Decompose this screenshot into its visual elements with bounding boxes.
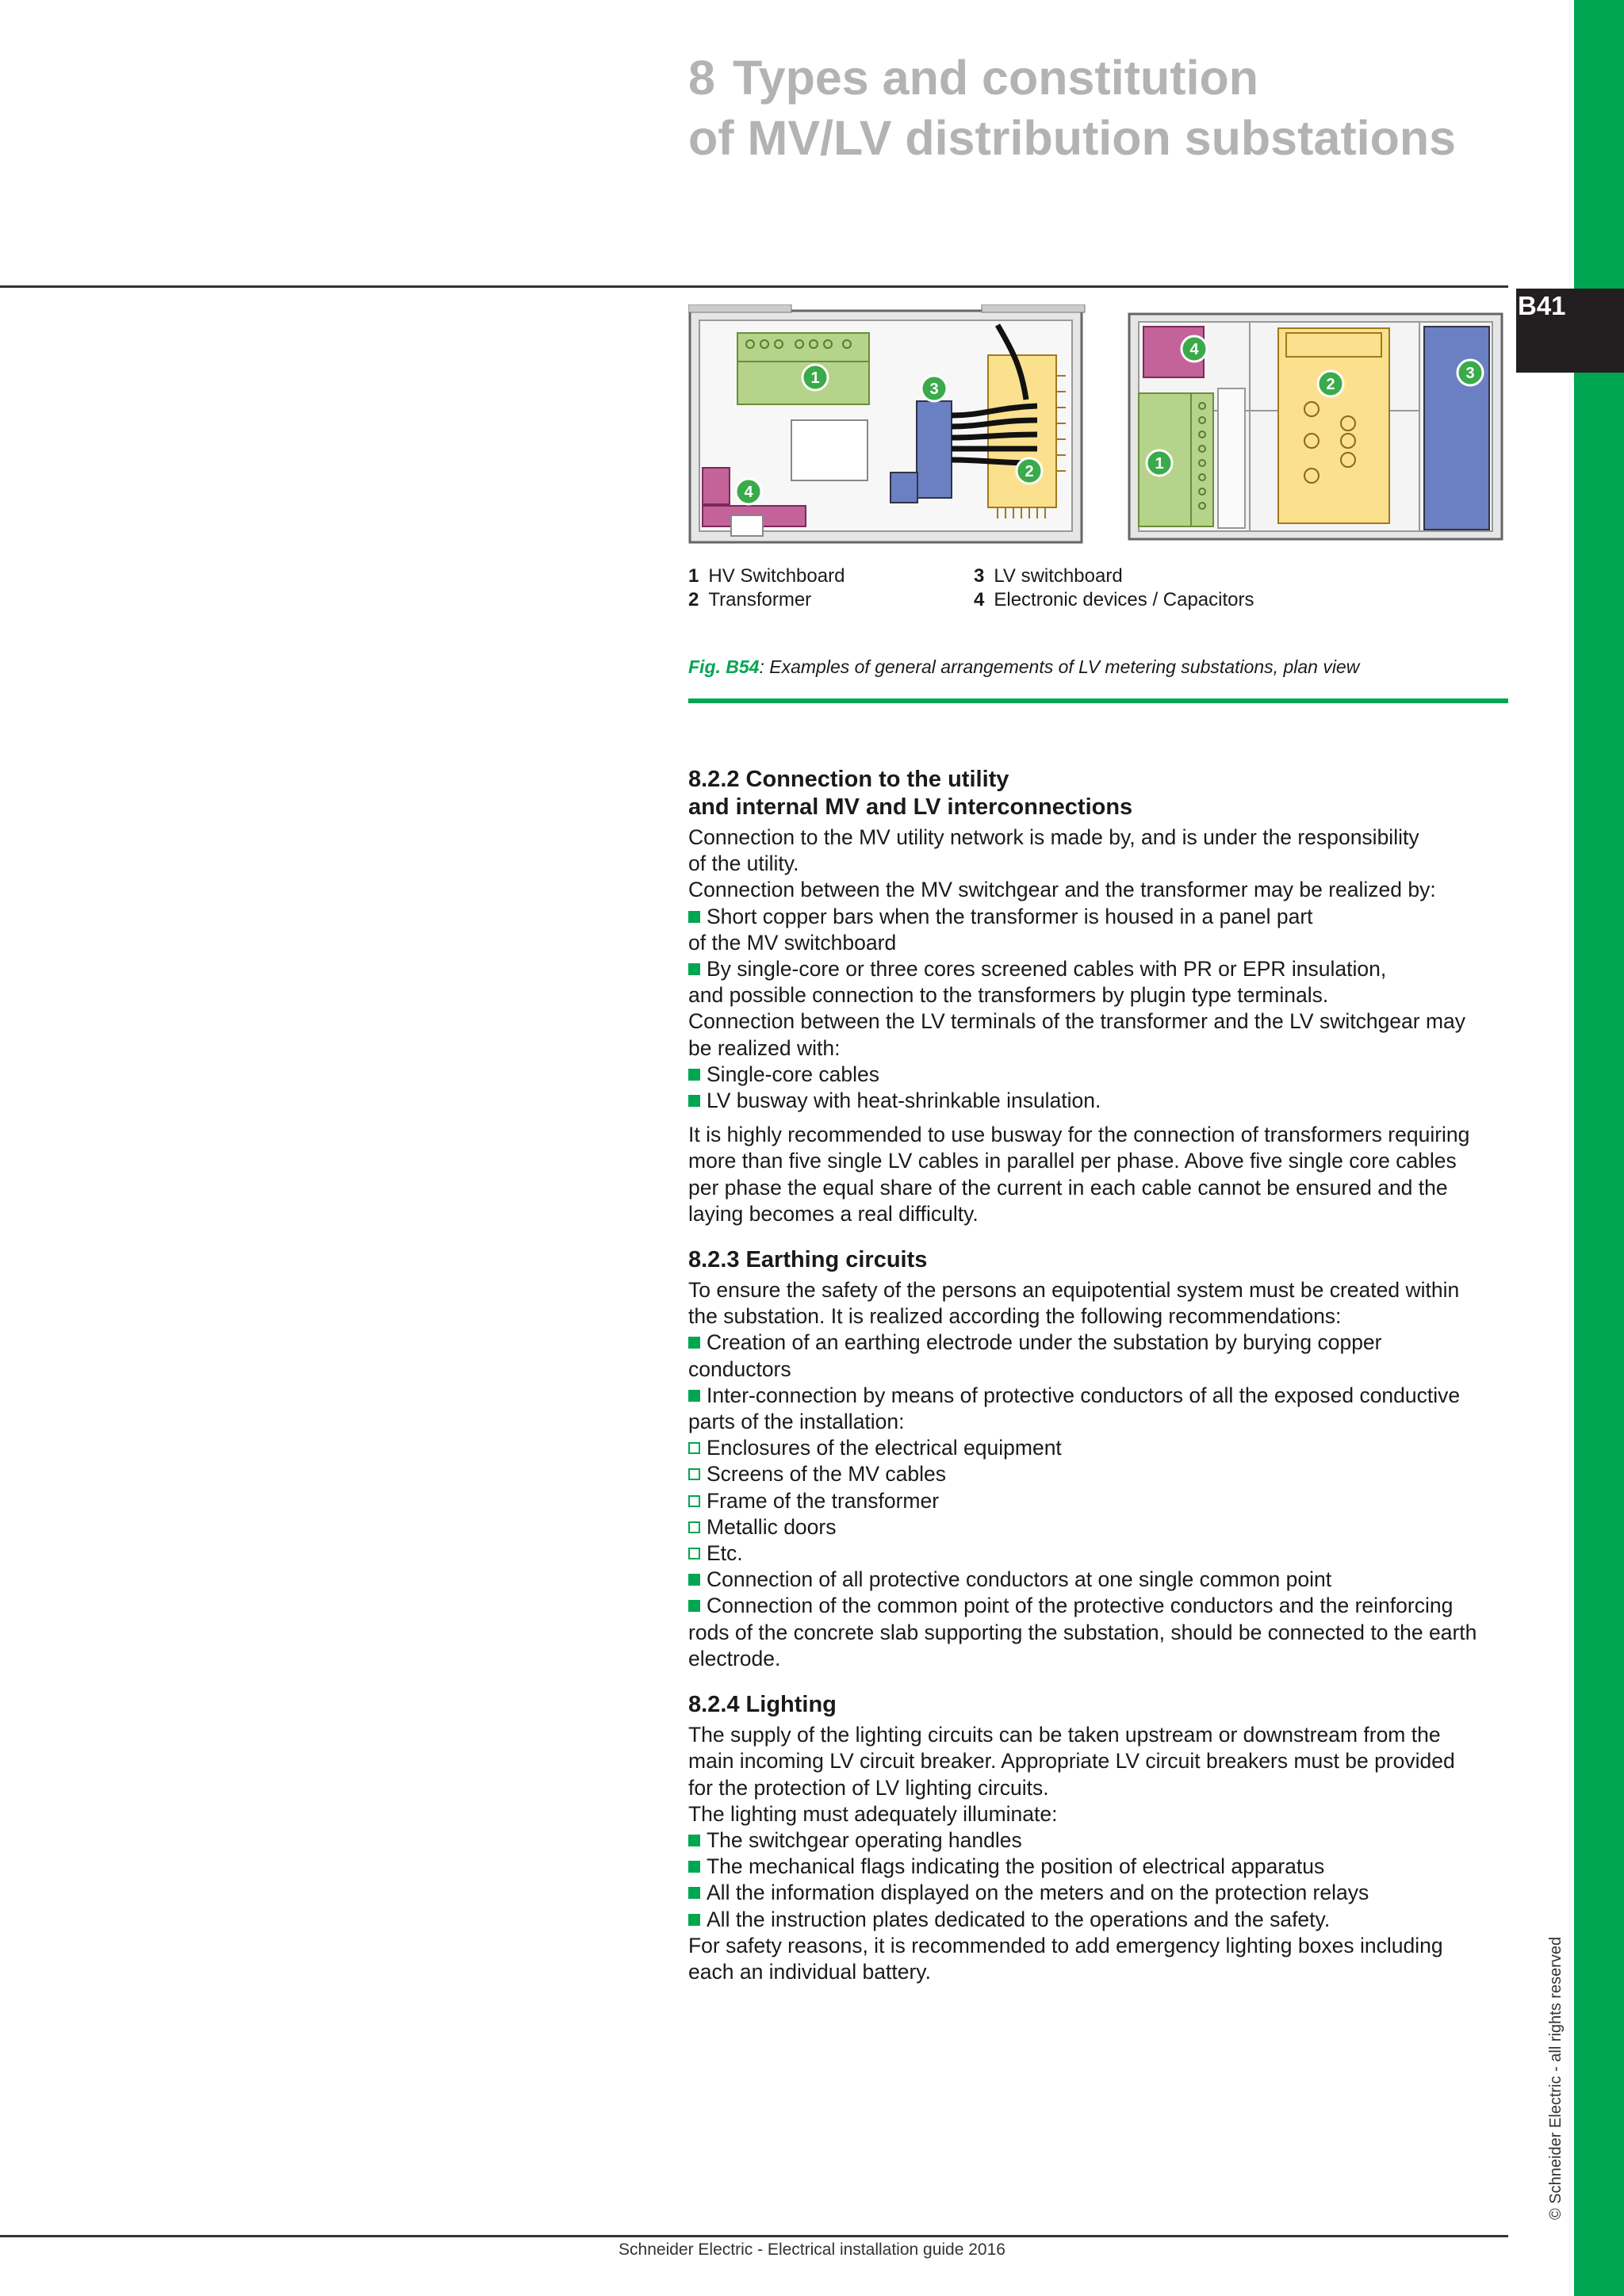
chapter-title <box>688 48 1561 168</box>
bullet-item: Short copper bars when the transformer is housed in a panel part of the MV switchboard <box>688 904 1313 955</box>
paragraph: For safety reasons, it is recommended to add emergency lighting boxes including each an individual battery. <box>688 1933 1443 1984</box>
bullet-item: All the instruction plates dedicated to the operations and the safety. <box>688 1907 1513 1933</box>
right-marker-4: 4 <box>1189 341 1199 358</box>
chapter-number: 8 <box>688 51 715 105</box>
bullet-icon <box>688 1390 700 1402</box>
footer-divider <box>0 2235 1508 2237</box>
copyright-notice: © Schneider Electric - all rights reserved <box>1547 1936 1565 2220</box>
bullet-icon <box>688 1095 700 1107</box>
bullet-icon <box>688 1835 700 1846</box>
chapter-title-line2: of MV/LV distribution substations <box>688 111 1457 165</box>
lv-switchboard-right <box>1424 327 1489 530</box>
section-8-2-4 <box>688 1691 1513 1985</box>
sub-bullet-item: Enclosures of the electrical equipment <box>688 1435 1513 1461</box>
devices-left <box>703 468 730 504</box>
bullet-icon <box>688 1574 700 1586</box>
right-marker-3: 3 <box>1465 365 1475 382</box>
section-8-2-3 <box>688 1246 1513 1672</box>
plan-view-right <box>1128 304 1508 550</box>
left-marker-1: 1 <box>810 369 820 387</box>
legend-item: 1 HV Switchboard <box>688 565 845 587</box>
bullet-item: Creation of an earthing electrode under the substation by burying copper conductors <box>688 1330 1382 1381</box>
left-marker-2: 2 <box>1025 463 1034 480</box>
right-marker-2: 2 <box>1326 376 1335 393</box>
bullet-icon <box>688 1914 700 1926</box>
bullet-item: Connection of the common point of the protective conductors and the reinforcing rods of the concrete slab supporting the substation, should be connected to the earth electrode. <box>688 1594 1477 1670</box>
sub-bullet-icon <box>688 1521 700 1533</box>
legend-item: 3 LV switchboard <box>974 565 1123 587</box>
legend-item: 4 Electronic devices / Capacitors <box>974 589 1254 610</box>
page-number-tab <box>1516 289 1624 373</box>
bullet-item: Connection of all protective conductors at one single common point <box>688 1567 1513 1593</box>
figure-reference: Fig. B54 <box>688 656 760 677</box>
lv-switchboard-left <box>917 401 952 498</box>
bullet-item: All the information displayed on the meters and on the protection relays <box>688 1880 1513 1906</box>
bullet-item: By single-core or three cores screened cables with PR or EPR insulation, and possible connection to the transformers by plugin type terminals. <box>688 957 1387 1008</box>
bullet-icon <box>688 963 700 975</box>
paragraph: To ensure the safety of the persons an equipotential system must be created within the substation. It is realized according the following recommendations: <box>688 1278 1460 1329</box>
figure-caption <box>688 656 1508 678</box>
paragraph: It is highly recommended to use busway for the connection of transformers requiring more than five single LV cables in parallel per phase. Above five single core cables per phase the equal share of the current in each cable cannot be ensured and the laying becomes a real difficulty. <box>688 1123 1470 1226</box>
bullet-icon <box>688 1887 700 1899</box>
bullet-item: Single-core cables <box>688 1062 1513 1088</box>
section-heading: 8.2.3 Earthing circuits <box>688 1247 928 1273</box>
section-heading: 8.2.2 Connection to the utility and internal MV and LV interconnections <box>688 767 1133 820</box>
sub-bullet-icon <box>688 1442 700 1454</box>
plan-view-left <box>688 304 1086 550</box>
sub-bullet-item: Metallic doors <box>688 1514 1513 1540</box>
section-heading: 8.2.4 Lighting <box>688 1692 837 1718</box>
paragraph: Connection between the LV terminals of the transformer and the LV switchgear may be realized with: <box>688 1009 1466 1060</box>
bullet-item: Inter-connection by means of protective conductors of all the exposed conductive parts of the installation: <box>688 1383 1461 1434</box>
page-footer: Schneider Electric - Electrical installation guide 2016 <box>619 2241 1005 2259</box>
paragraph: The supply of the lighting circuits can be taken upstream or downstream from the main incoming LV circuit breaker. Appropriate LV circuit breakers must be provided for the protection of LV lighting circuits. <box>688 1723 1455 1800</box>
main-text <box>688 766 1513 1985</box>
legend-item: 2 Transformer <box>688 589 812 610</box>
bullet-item: The switchgear operating handles <box>688 1827 1513 1854</box>
paragraph: Connection between the MV switchgear and the transformer may be realized by: <box>688 878 1436 902</box>
section-8-2-2 <box>688 766 1513 1227</box>
caption-text: : Examples of general arrangements of LV metering substations, plan view <box>759 656 1360 677</box>
bullet-icon <box>688 1069 700 1081</box>
header-divider <box>0 285 1508 288</box>
bullet-item: LV busway with heat-shrinkable insulation. <box>688 1088 1513 1114</box>
sub-bullet-item: Etc. <box>688 1540 1513 1567</box>
sub-bullet-item: Screens of the MV cables <box>688 1461 1513 1487</box>
bullet-item: The mechanical flags indicating the position of electrical apparatus <box>688 1854 1513 1880</box>
bullet-icon <box>688 911 700 923</box>
page-number: B41 <box>1518 291 1566 320</box>
bullet-icon <box>688 1861 700 1873</box>
paragraph: The lighting must adequately illuminate: <box>688 1801 1058 1826</box>
left-marker-3: 3 <box>929 381 939 398</box>
substation-plan-figure <box>688 304 1508 550</box>
sub-bullet-icon <box>688 1495 700 1507</box>
sub-bullet-item: Frame of the transformer <box>688 1488 1513 1514</box>
chapter-title-line1: Types and constitution <box>732 51 1259 105</box>
sub-bullet-icon <box>688 1468 700 1480</box>
paragraph: Connection to the MV utility network is made by, and is under the responsibility of the utility. <box>688 825 1419 876</box>
bullet-icon <box>688 1600 700 1612</box>
sub-bullet-icon <box>688 1548 700 1559</box>
caption-divider <box>688 698 1508 703</box>
left-marker-4: 4 <box>744 484 753 501</box>
bullet-icon <box>688 1337 700 1349</box>
right-marker-1: 1 <box>1155 455 1164 473</box>
